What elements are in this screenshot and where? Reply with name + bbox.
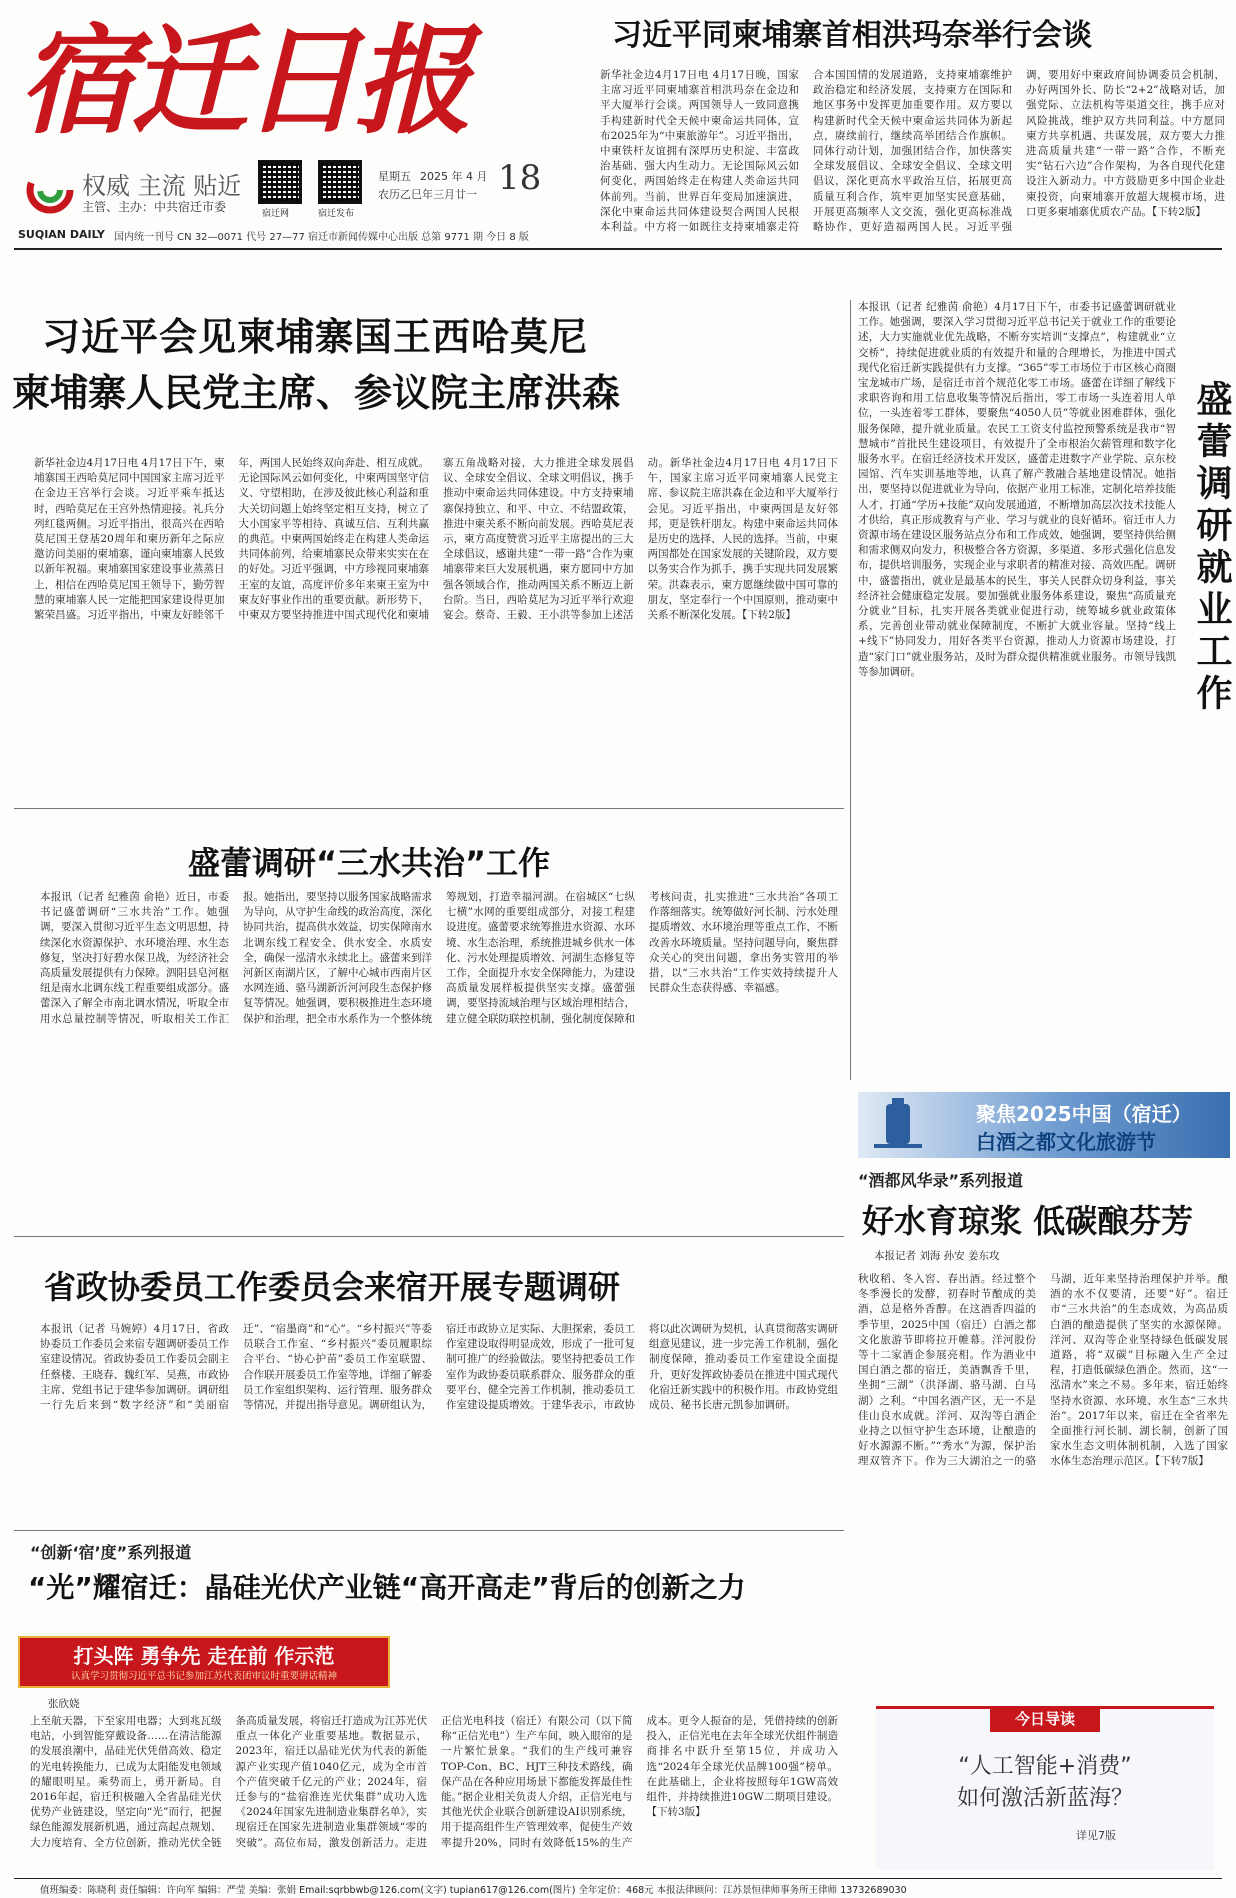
right-story-body: 本报讯（记者 纪雅茵 俞艳）4月17日下午，市委书记盛蕾调研就业工作。她强调，要深入学习贯彻习近平总书记关于就业工作的重要论述，大力实施就业优先战略，不断夯实培训“支撑点”，构建就业“立交桥”，持续促进就业质的有效提升和量的合理增长，为推进中国式现代化宿迁新实践提供有力支撑。“365”零工市场位于市区核心商圈宝龙城市广场，是宿迁市首个规范化零工市场。盛蕾在详细了解线下求职咨询和用工信息收集等情况后指出，零工市场一头连着用人单位，一头连着零工群体，要聚焦“4050人员”等就业困难群体，强化服务保障，提升就业质量。农民工工资支付监控预警系统是我市“智慧城市”首批民生建设项目，有效提升了全市根治欠薪管理和数字化服务水平。在宿迁经济技术开发区，盛蕾走进数字产业学院、京东校园馆、汽车实训基地等地，认真了解产教融合基地建设情况。她指出，要坚持以促进就业为导向，依据产业用工标准，定制化培养技能人才，打通“学历+技能”双向发展通道，不断增加高层次技术技能人才供给，真正形成教育与产业、学习与就业的良好循环。宿迁市人力资源市场在建设区服务站点分布和工作成效，她强调，要坚持供给侧和需求侧双向发力，积极整合各方资源，多渠道、多形式强化信息发布，提供培训服务，实现企业与求职者的精准对接、高效匹配。调研中，盛蕾指出，就业是最基本的民生，事关人民群众切身利益，事关经济社会健康稳定发展。要加强就业服务体系建设，聚焦“高质量充分就业”目标，扎实开展各类就业促进行动，统筹城乡就业政策体系，完善创业带动就业保障制度，不断扩大就业容量。坚持“线上+线下”协同发力，用好各类平台资源，推动人力资源市场建设，打造“家门口”就业服务站，及时为群众提供精准就业服务。市领导钱凯等参加调研。 bbox=[858, 301, 1176, 678]
mid-story-headline[interactable]: 盛蕾调研“三水共治”工作 bbox=[188, 844, 551, 882]
english-name: SUQIAN DAILY bbox=[18, 228, 105, 241]
logo-swirl-icon bbox=[26, 166, 74, 214]
divider bbox=[14, 1878, 1222, 1879]
mid-story-body: 本报讯（记者 纪雅茵 俞艳）近日，市委书记盛蕾调研“三水共治”工作。她强调，要深入贯彻习近平生态文明思想，持续深化水资源保护、水环境治理、水生态修复，坚决打好碧水保卫战，为经济社会高质量发展提供有力保障。泗阳县皂河枢纽是南水北调东线工程重要组成部分。盛蕾深入了解全市南北调水情况，听取全市用水总量控制等情况，听取相关工作汇报。她指出，要坚持以服务国家战略需求为导向，从守护生命线的政治高度，深化协同共治，提高供水效益，切实保障南水北调东线工程安全、供水安全、水质安全，确保一泓清水永续北上。盛蕾来到洋河新区南湖片区，了解中心城市西南片区水网连通、骆马湖新沂河河段生态保护修复等情况。她强调，要积极推进生态环境保护和治理，把全市水系作为一个整体统筹规划，打造幸福河湖。在宿城区“七纵七横”水网的重要组成部分，对接工程建设进度。盛蕾要求统筹推进水资源、水环境、水生态治理，系统推进城乡供水一体化、污水处理提质增效、河湖生态修复等工作，全面提升水安全保障能力，为建设高质量发展样板提供坚实支撑。盛蕾强调，要坚持流域治理与区域治理相结合，建立健全联防联控机制，强化制度保障和考核问责，扎实推进“三水共治”各项工作落细落实。统筹做好河长制、污水处理提质增效、水环境治理等重点工作，不断改善水环境质量。坚持问题导向，聚焦群众关心的突出问题，拿出务实管用的举措，以“三水共治”工作实效持续提升人民群众生态获得感、幸福感。 bbox=[40, 891, 838, 1025]
festival-logo-icon bbox=[868, 1098, 928, 1152]
weekday: 星期五 bbox=[378, 170, 411, 183]
top-story-body: 新华社金边4月17日电 4月17日晚，国家主席习近平同柬埔寨首相洪玛奈在金边和平大厦举行会谈。两国领导人一致同意携手构建新时代全天候中柬命运共同体，宣布2025年为“中柬旅游年”。习近平指出，中柬铁杆友谊拥有深厚历史积淀、丰富政治基础、强大内生动力。无论国际风云如何变化，两国始终走在构建人类命运共同体前列。当前，世界百年变局加速演进，深化中柬命运共同体建设契合两国人民根本利益。中方将一如既往支持柬埔寨走符合本国国情的发展道路，支持柬埔寨维护政治稳定和经济发展，支持柬方在国际和地区事务中发挥更加重要作用。双方要以构建新时代全天候中柬命运共同体为新起点，赓续前行，继续高举团结合作旗帜。同体行动计划，加强团结合作，加快落实全球发展倡议、全球安全倡议、全球文明倡议，深化更高水平政治互信，拓展更高质量互利合作，筑牢更加坚实民意基础，开展更高频率人文交流，强化更高标准战略协作，更好造福两国人民。习近平强调，要用好中柬政府间协调委员会机制，办好两国外长、防长“2+2”战略对话，加强党际、立法机构等渠道交往，携手应对风险挑战，维护双方共同利益。中方愿同柬方共享机遇、共谋发展，双方要大力推进高质量共建“一带一路”合作，不断充实“钻石六边”合作架构，为各自现代化建设注入新动力。中方鼓励更多中国企业赴柬投资，向柬埔寨开放超大规模市场，进口更多柬埔寨优质农产品。【下转2版】 bbox=[600, 69, 1225, 234]
culture-headline[interactable]: 好水育琼浆 低碳酿芬芳 bbox=[862, 1202, 1194, 1240]
culture-banner-title: 聚焦2025中国（宿迁） bbox=[976, 1102, 1192, 1126]
qr-code-icon[interactable] bbox=[318, 160, 362, 204]
lead-story-headline-2[interactable]: 柬埔寨人民党主席、参议院主席洪森 bbox=[12, 371, 621, 415]
pv-banner bbox=[18, 1636, 390, 1688]
culture-kicker: “酒都风华录”系列报道 bbox=[858, 1171, 1024, 1190]
lunar-date: 农历乙巳年三月廿一 bbox=[378, 188, 477, 201]
qr-label: 宿迁发布 bbox=[318, 209, 355, 219]
pv-kicker: “创新‘宿’度”系列报道 bbox=[30, 1543, 192, 1562]
pv-byline: 张欣娆 bbox=[48, 1698, 80, 1710]
masthead-sponsor: 主管、主办：中共宿迁市委 bbox=[82, 200, 227, 214]
divider bbox=[14, 808, 844, 809]
today-guide[interactable] bbox=[876, 1706, 1214, 1870]
qr-label: 宿迁网 bbox=[262, 209, 290, 219]
pv-body: 上至航天器，下至家用电器；大到兆瓦级电站，小到智能穿戴设备……在清洁能源的发展浪潮中，晶硅光伏凭借高效、稳定的光电转换能力，已成为太阳能发电领域的耀眼明星。乘势而上，勇开新局。自2016年起，宿迁积极融入全省晶硅光伏优势产业链建设，坚定向“光”而行，把握绿色能源发展新机遇，通过高起点规划、大力度培育、全方位创新，推动光伏全链条高质量发展，将宿迁打造成为江苏光伏重点一体化产业重要基地。数据显示，2023年，宿迁以晶硅光伏为代表的新能源产业实现产值1040亿元，成为全市首个产值突破千亿元的产业；2024年，宿迁参与的“盐宿淮连光伏集群”成功入选《2024年国家先进制造业集群名单》，实现宿迁在国家先进制造业集群领域“零的突破”。高位布局，激发创新活力。走进正信光电科技（宿迁）有限公司（以下简称“正信光电”）生产车间，映入眼帘的是一片繁忙景象。“我们的生产线可兼容TOP-Con、BC、HJT三种技术路线，确保产品在各种应用场景下都能发挥最佳性能。”据企业相关负责人介绍，正信光电与其他光伏企业联合创新建设AI识别系统，用于提高组件生产管理效率，促使生产效率提升20%，同时有效降低15%的生产成本。更令人振奋的是，凭借持续的创新投入，正信光电在去年全球光伏组件制造商排名中跃升至第15位，并成功入选“2024年全球光伏品牌100强”榜单。在此基础上，企业将按照每年1GW高效组件，并持续推进10GW二期项目建设。【下转3版】 bbox=[30, 1715, 838, 1849]
divider bbox=[14, 1530, 844, 1531]
right-story-headline[interactable]: 盛蕾调研就业工作 bbox=[1191, 380, 1232, 716]
pv-headline[interactable]: “光”耀宿迁：晶硅光伏产业链“高开高走”背后的创新之力 bbox=[28, 1571, 746, 1604]
today-guide-ref: 详见7版 bbox=[1076, 1829, 1116, 1842]
culture-body: 秋收稻、冬入窖、春出酒。经过整个冬季漫长的发酵，初春时节酿成的美酒，总是格外香醇。在这酒香四溢的季节里，2025中国（宿迁）白酒之都文化旅游节即将拉开帷幕。洋河股份等十二家酒企参展亮相。作为酒业中国白酒之都的宿迁，美酒飘香千里，坐拥“三湖”（洪泽湖、骆马湖、白马湖）之利。“中国名酒产区，无一不是佳山良水成就。洋河、双沟等白酒企业持之以恒守护生态环境，让酿造的好水源源不断。”“秀水”为源，保护治理双管齐下。作为三大湖泊之一的骆马湖，近年来坚持治理保护并举。酿酒的水不仅要清，还要“好”。宿迁市“三水共治”的生态成效，为高品质白酒的酿造提供了坚实的水源保障。洋河、双沟等企业坚持绿色低碳发展道路，将“双碳”目标融入生产全过程，打造低碳绿色酒企。然而，这“一泓清水”来之不易。多年来，宿迁始终坚持水资源、水环境、水生态“三水共治”。2017年以来，宿迁在全省率先全面推行河长制、湖长制，创新了国家水生态文明体制机制，入选了国家水体生态治理示范区。【下转7版】 bbox=[858, 1273, 1228, 1468]
masthead-slogan: 权威 主流 贴近 bbox=[82, 172, 242, 200]
lead-story-headline-1[interactable]: 习近平会见柬埔寨国王西哈莫尼 bbox=[42, 315, 589, 359]
publication-info: 国内统一刊号 CN 32—0071 代号 27—77 宿迁市新闻传媒中心出版 总第 9771 期 今日 8 版 bbox=[114, 232, 529, 243]
pv-banner-line1: 打头阵 勇争先 走在前 作示范 bbox=[73, 1644, 335, 1668]
divider bbox=[14, 248, 1222, 250]
issue-day: 18 bbox=[498, 158, 542, 198]
cppcc-story-headline[interactable]: 省政协委员工作委员会来宿开展专题调研 bbox=[44, 1268, 621, 1306]
today-guide-label: 今日导读 bbox=[990, 1706, 1100, 1732]
footer-credits: 值班编委：陈晓利 责任编辑：许向军 编辑：严莹 美编：张娟 Email:sqrbbwb@126.com(文字) tupian617@126.com(图片) 全年定价：468元 本报法律顾问：江苏景恒律师事务所王律师 13732689030 bbox=[40, 1885, 907, 1896]
top-story-headline[interactable]: 习近平同柬埔寨首相洪玛奈举行会谈 bbox=[612, 18, 1092, 53]
lead-story-body: 新华社金边4月17日电 4月17日下午，柬埔寨国王西哈莫尼同中国国家主席习近平在金边王宫举行会谈。习近平乘车抵达时，西哈莫尼在王宫外热情迎接。礼兵分列红毯两侧。习近平指出，很高兴在西哈莫尼国王登基20周年和柬历新年之际应邀访问美丽的柬埔寨，谨向柬埔寨人民致以新年祝福。柬埔寨国家建设事业蒸蒸日上，相信在西哈莫尼国王领导下，勤劳智慧的柬埔寨人民一定能把国家建设得更加繁荣昌盛。习近平指出，中柬友好睦邻千年，两国人民始终双向奔赴、相互成就。无论国际风云如何变化，中柬两国坚守信义、守望相助，在涉及彼此核心利益和重大关切问题上始终坚定相互支持，树立了大小国家平等相待、真诚互信、互利共赢的典范。中柬两国始终走在构建人类命运共同体前列，给柬埔寨民众带来实实在在的好处。习近平强调，中方珍视同柬埔寨王室的友谊，高度评价多年来柬王室为中柬友好事业作出的重要贡献。新形势下，中柬双方要坚持推进中国式现代化和柬埔寨五角战略对接，大力推进全球发展倡议、全球安全倡议、全球文明倡议，携手推动中柬命运共同体建设。中方支持柬埔寨保持独立、和平、中立、不结盟政策，推进中柬关系不断向前发展。西哈莫尼表示，柬方高度赞赏习近平主席提出的三大全球倡议，感谢共建“一带一路”合作为柬埔寨带来巨大发展机遇，柬方愿同中方加强各领域合作，推动两国关系不断迈上新台阶。当日，西哈莫尼为习近平举行欢迎宴会。蔡奇、王毅、王小洪等参加上述活动。新华社金边4月17日电 4月17日下午，国家主席习近平同柬埔寨人民党主席、参议院主席洪森在金边和平大厦举行会见。习近平指出，中柬两国是友好邻邦，更是铁杆朋友。构建中柬命运共同体是历史的选择、人民的选择。当前，中柬两国都处在国家发展的关键阶段，双方要以务实合作为抓手，携手实现共同发展繁荣。洪森表示，柬方愿继续做中国可靠的朋友，坚定奉行一个中国原则，推动柬中关系不断深化发展。【下转2版】 bbox=[34, 457, 838, 622]
cppcc-story-body: 本报讯（记者 马婉婷）4月17日，省政协委员工作委员会来宿专题调研委员工作室建设情况。省政协委员工作委员会副主任蔡楼、王晓春、魏红军、吴燕，市政协主席、党组书记于建华参加调研。调研组一行先后来到“数字经济”和“美丽宿迁”、“宿墨商”和“心”。“乡村振兴”等委员联合工作室、“乡村振兴”委员履职综合平台、“协心护苗”委员工作室联盟、合作联开展委员工作室等地，详细了解委员工作室组织架构、运行管理、服务群众等情况，并提出指导意见。调研组认为，宿迁市政协立足实际、大胆探索，委员工作室建设取得明显成效，形成了一批可复制可推广的经验做法。要坚持把委员工作室作为政协委员联系群众、服务群众的重要平台，健全完善工作机制，推动委员工作室建设提质增效。于建华表示，市政协将以此次调研为契机，认真贯彻落实调研组意见建议，进一步完善工作机制，强化制度保障，推动委员工作室建设全面提升，更好发挥政协委员在推进中国式现代化宿迁新实践中的积极作用。市政协党组成员、秘书长唐元凯参加调研。 bbox=[40, 1323, 838, 1412]
today-guide-headline-1: “人工智能+消费” bbox=[958, 1754, 1132, 1779]
pv-banner-line2: 认真学习贯彻习近平总书记参加江苏代表团审议时重要讲话精神 bbox=[70, 1671, 337, 1682]
culture-byline: 本报记者 刘海 孙安 姜东攻 bbox=[874, 1250, 1000, 1262]
qr-code-icon[interactable] bbox=[258, 160, 302, 204]
divider bbox=[850, 300, 851, 1080]
today-guide-headline-2: 如何激活新蓝海？ bbox=[956, 1786, 1133, 1811]
issue-date: 2025 年 4 月 bbox=[420, 170, 488, 183]
divider bbox=[14, 1236, 844, 1237]
culture-banner-sub: 白酒之都文化旅游节 bbox=[976, 1130, 1156, 1154]
masthead-title: 宿迁日报 bbox=[18, 11, 467, 150]
culture-banner[interactable] bbox=[858, 1092, 1230, 1158]
